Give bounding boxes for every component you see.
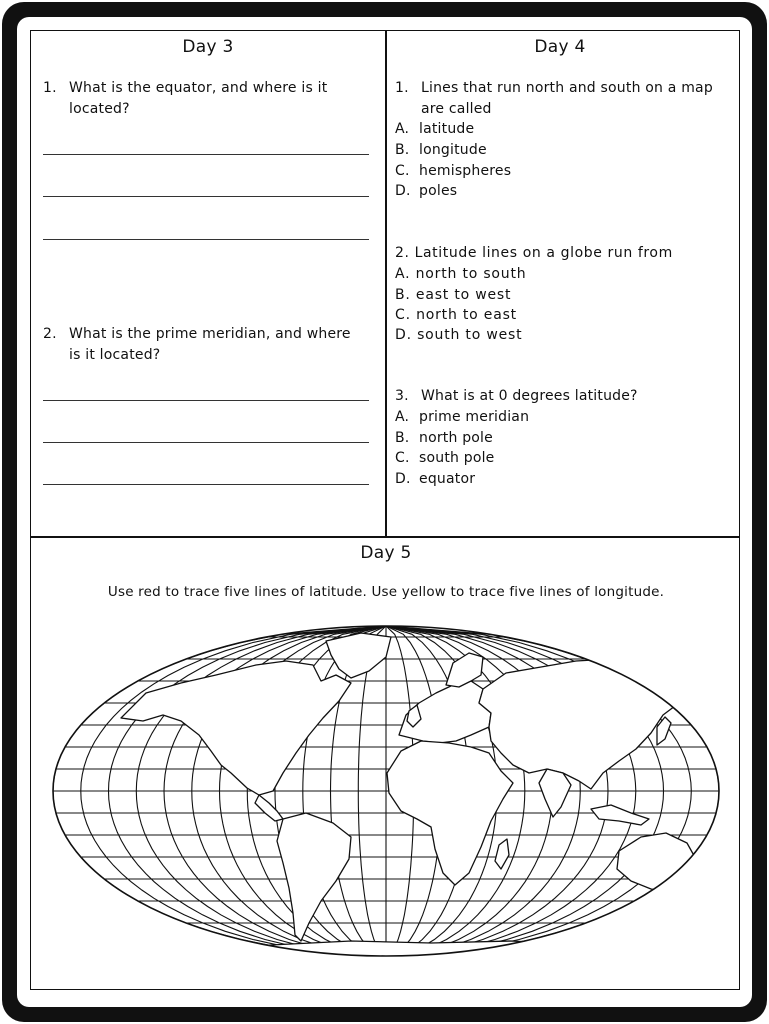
india <box>539 769 571 817</box>
day4-q3-option-c[interactable] <box>395 448 495 468</box>
option-letter: D. <box>395 183 411 199</box>
option-letter: D. <box>395 471 411 487</box>
day4-q1-option-a[interactable] <box>395 119 474 139</box>
answer-line[interactable] <box>43 196 369 197</box>
question-text: What is the equator, and where is it located? <box>69 80 328 117</box>
day4-q1-option-b[interactable] <box>395 140 487 160</box>
option-text: north pole <box>419 430 493 446</box>
central-america <box>255 795 283 821</box>
africa <box>387 741 513 885</box>
question-number: 3. <box>395 388 409 404</box>
option-letter: B. <box>395 142 410 158</box>
day4-title: Day 4 <box>534 37 586 57</box>
option-text: equator <box>419 471 476 487</box>
answer-line[interactable] <box>43 442 369 443</box>
day4-q2-option-d[interactable]: D. south to west <box>395 327 523 343</box>
option-letter: A. <box>395 121 410 137</box>
day4-q2-option-a[interactable]: A. north to south <box>395 266 527 282</box>
question-text: What is the prime meridian, and where is it located? <box>69 326 351 363</box>
day4-q2-option-c[interactable]: C. north to east <box>395 307 517 323</box>
continents <box>121 633 717 959</box>
option-text: longitude <box>419 142 487 158</box>
day4-q3-option-b[interactable] <box>395 428 493 448</box>
day3-question-2 <box>43 324 373 366</box>
day3-question-1 <box>43 78 373 120</box>
option-letter: A. <box>395 409 410 425</box>
question-number: 2. <box>43 326 57 342</box>
question-text: Lines that run north and south on a map are called <box>421 80 713 117</box>
option-text: poles <box>419 183 458 199</box>
worksheet-grid <box>30 30 740 990</box>
day4-q2-option-b[interactable]: B. east to west <box>395 287 512 303</box>
day4-q1-option-d[interactable] <box>395 181 457 201</box>
day4-question-3 <box>395 386 735 407</box>
question-number: 1. <box>43 80 57 96</box>
question-text: What is at 0 degrees latitude? <box>421 388 638 404</box>
answer-line[interactable] <box>43 154 369 155</box>
answer-line[interactable] <box>43 400 369 401</box>
day4-question-1 <box>395 78 735 120</box>
day4-q1-option-c[interactable] <box>395 161 511 181</box>
column-divider <box>385 31 387 537</box>
day5-instruction: Use red to trace five lines of latitude. Use yellow to trace five lines of longitude. <box>107 584 665 600</box>
world-map[interactable] <box>51 623 721 959</box>
option-letter: C. <box>395 163 410 179</box>
row-divider <box>31 536 739 538</box>
day4-q3-option-d[interactable] <box>395 469 475 489</box>
day3-title: Day 3 <box>182 37 234 57</box>
option-letter: B. <box>395 430 410 446</box>
option-text: hemispheres <box>419 163 512 179</box>
south-america <box>277 813 351 941</box>
option-text: latitude <box>419 121 475 137</box>
option-letter: C. <box>395 450 410 466</box>
new-zealand <box>703 889 717 909</box>
option-text: south pole <box>419 450 495 466</box>
answer-line[interactable] <box>43 239 369 240</box>
madagascar <box>495 839 509 869</box>
greenland <box>326 633 391 678</box>
day4-question-2: 2. Latitude lines on a globe run from <box>395 245 673 261</box>
answer-line[interactable] <box>43 484 369 485</box>
question-number: 1. <box>395 80 409 96</box>
day4-q3-option-a[interactable] <box>395 407 529 427</box>
day5-title: Day 5 <box>360 543 412 563</box>
option-text: prime meridian <box>419 409 530 425</box>
indonesia <box>591 805 649 825</box>
